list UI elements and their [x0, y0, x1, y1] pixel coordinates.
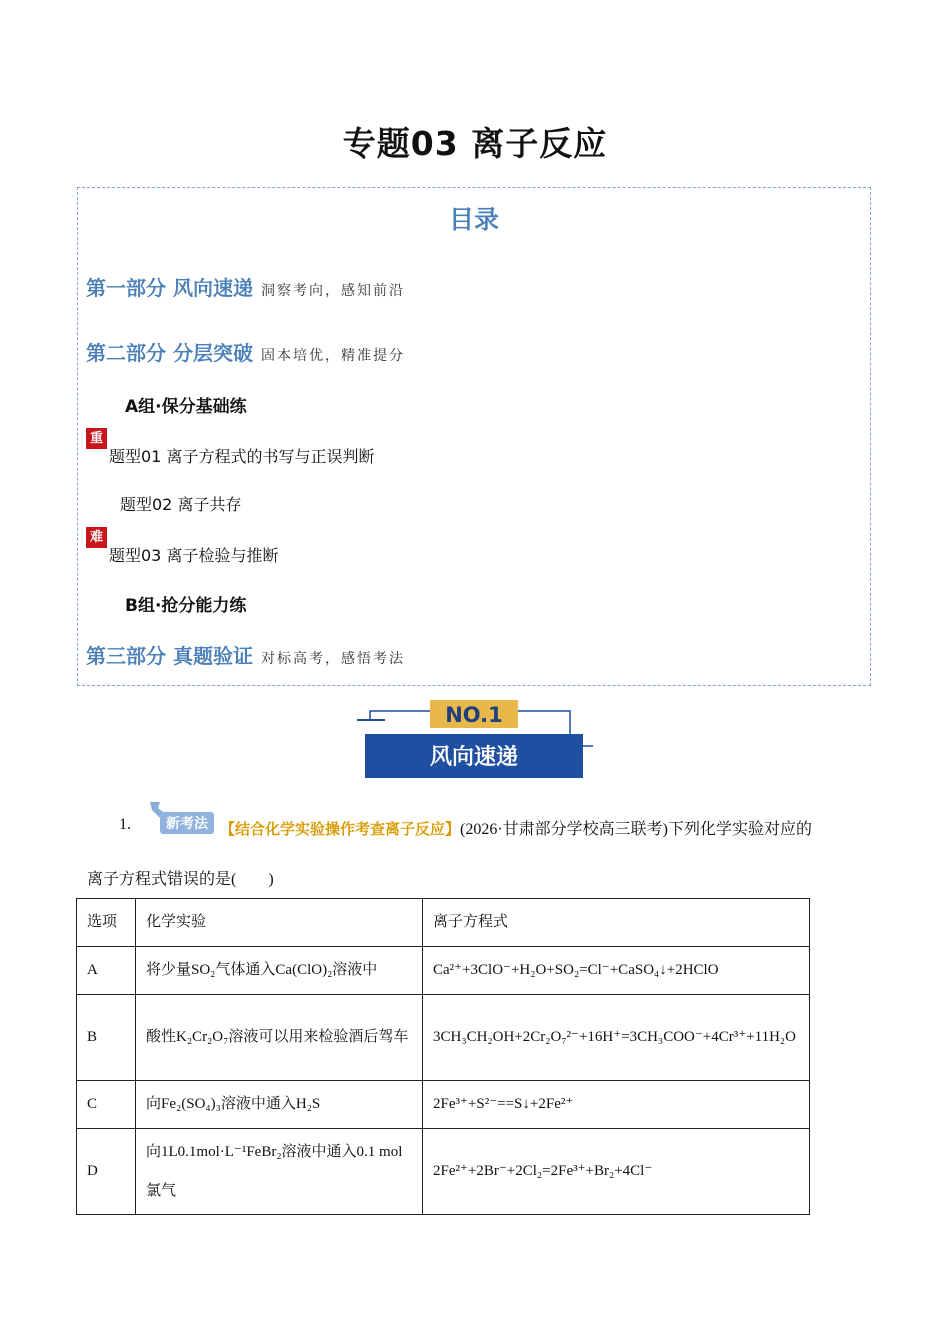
table-row[interactable]	[77, 1129, 810, 1215]
hard-badge-icon: 难	[86, 527, 107, 548]
toc-part-desc: 洞察考向，感知前沿	[260, 283, 405, 299]
toc-type-2[interactable]: 题型02 离子共存	[120, 495, 242, 514]
tag-label: 新考法	[166, 816, 208, 832]
banner-label: 风向速递	[429, 745, 519, 770]
header-equation: 离子方程式	[423, 899, 810, 947]
toc-part-2[interactable]	[86, 337, 405, 366]
equation-cell: 3CH₃CH₂OH+2Cr₂O₇²⁻+16H⁺=3CH₃COO⁻+4Cr³⁺+11H₂O	[423, 995, 810, 1081]
table-row[interactable]	[77, 1081, 810, 1129]
toc-group-b[interactable]: B组·抢分能力练	[125, 596, 247, 616]
toc-group-a[interactable]: A组·保分基础练	[125, 397, 247, 417]
option-label: C	[77, 1081, 136, 1129]
table-row[interactable]	[77, 947, 810, 995]
equation-cell: Ca²⁺+3ClO⁻+H₂O+SO₂=Cl⁻+CaSO₄↓+2HClO	[423, 947, 810, 995]
question-source: (2026·甘肃部分学校高三联考)下列化学实验对应的	[460, 821, 813, 838]
toc-type-3[interactable]: 题型03 离子检验与推断	[109, 546, 279, 565]
question-number: 1.	[119, 816, 131, 833]
table-row[interactable]	[77, 995, 810, 1081]
question-highlight: 【结合化学实验操作考查离子反应】	[220, 820, 461, 838]
table-of-contents	[77, 187, 871, 686]
option-label: B	[77, 995, 136, 1081]
table-header-row	[77, 899, 810, 947]
options-table	[76, 898, 810, 1215]
experiment-cell: 将少量SO₂气体通入Ca(ClO)₂溶液中	[136, 947, 423, 995]
equation-cell: 2Fe³⁺+S²⁻==S↓+2Fe²⁺	[423, 1081, 810, 1129]
toc-part-title: 第一部分 风向速递	[86, 276, 253, 300]
header-option: 选项	[77, 899, 136, 947]
experiment-cell: 向1L0.1mol·L⁻¹FeBr₂溶液中通入0.1 mol氯气	[136, 1129, 423, 1215]
toc-part-1[interactable]	[86, 272, 405, 301]
equation-cell: 2Fe²⁺+2Br⁻+2Cl₂=2Fe³⁺+Br₂+4Cl⁻	[423, 1129, 810, 1215]
question-stem	[220, 816, 812, 839]
experiment-cell: 向Fe₂(SO₄)₃溶液中通入H₂S	[136, 1081, 423, 1129]
toc-part-3[interactable]	[86, 640, 405, 669]
toc-part-title: 第三部分 真题验证	[86, 644, 253, 668]
toc-heading: 目录	[448, 205, 499, 234]
option-label: D	[77, 1129, 136, 1215]
new-method-tag-icon	[146, 800, 218, 836]
toc-part-title: 第二部分 分层突破	[86, 341, 253, 365]
experiment-cell: 酸性K₂Cr₂O₇溶液可以用来检验酒后驾车	[136, 995, 423, 1081]
toc-part-desc: 固本培优，精准提分	[260, 348, 405, 364]
option-label: A	[77, 947, 136, 995]
question-line-2: 离子方程式错误的是( )	[87, 871, 274, 888]
section-banner	[355, 698, 595, 780]
banner-number: NO.1	[445, 703, 503, 727]
header-experiment: 化学实验	[136, 899, 423, 947]
key-badge-icon: 重	[86, 428, 107, 449]
toc-type-1[interactable]: 题型01 离子方程式的书写与正误判断	[109, 447, 375, 466]
toc-part-desc: 对标高考，感悟考法	[260, 651, 405, 667]
page-title: 专题03 离子反应	[342, 124, 608, 163]
